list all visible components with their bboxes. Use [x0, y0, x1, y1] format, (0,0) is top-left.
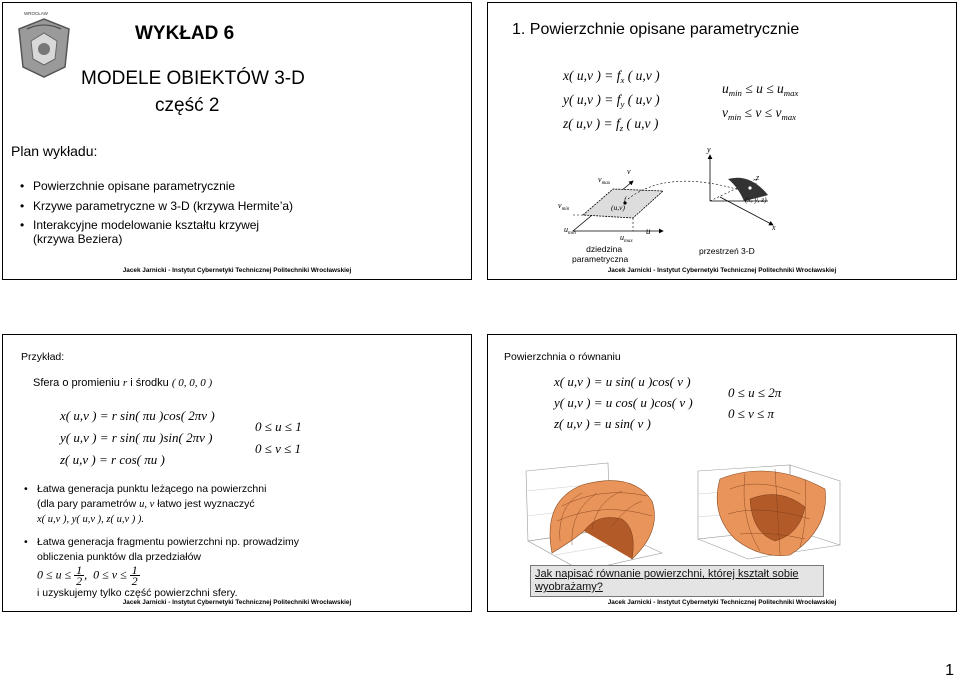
label-z: z: [756, 173, 760, 182]
plan-item: • Krzywe parametryczne w 3-D (krzywa Hermite’a): [17, 197, 293, 217]
sphere-eq-x: x( u,v ) = r sin( πu )cos( 2πv ): [60, 408, 215, 423]
lecture-part: część 2: [155, 95, 220, 116]
label-vmin: $v_{min}$: [558, 201, 570, 212]
label-vmax: $v_{max}$: [598, 175, 611, 186]
surface-eq-z: z( u,v ) = u sin( v ): [554, 416, 651, 431]
label-umin: $u_{min}$: [564, 225, 576, 236]
slide-2: [487, 2, 957, 280]
label-v: v: [627, 167, 631, 176]
slide-footer: Jacek Jarnicki - Instytut Cybernetyki Technicznej Politechniki Wrocławskiej: [122, 599, 352, 606]
slide-footer: Jacek Jarnicki - Instytut Cybernetyki Technicznej Politechniki Wrocławskiej: [122, 267, 352, 274]
slide-title: 1. Powierzchnie opisane parametrycznie: [512, 21, 800, 38]
label-f: f: [624, 196, 626, 204]
sphere-equations: [60, 405, 215, 471]
slide-1: [2, 2, 472, 280]
interval-fraction: 0 ≤ u ≤ $\frac{1}{2}$ , 0 ≤ v ≤ $\frac{1}{2}$: [37, 563, 138, 588]
label-x: x: [772, 223, 776, 232]
plan-list: [17, 177, 293, 246]
equation-x: x( u,v ) = $f_x$ ( u,v ): [563, 68, 660, 86]
slide-3: [2, 334, 472, 612]
plan-item: • Powierzchnie opisane parametrycznie: [17, 177, 293, 197]
surface-equations: [554, 371, 693, 434]
note-item: • Łatwa generacja fragmentu powierzchni np. prowadzimy obliczenia punktów dla przedziałów 0 ≤ u ≤ $\frac{1}{2}$ , 0 ≤ v ≤ $\frac{1}{2}$ i uzyskujemy tylko część powierzchni sfery.: [21, 535, 299, 601]
university-logo: [13, 15, 75, 81]
note-item: • Łatwa generacja punktu leżącego na powierzchni (dla pary parametrów u, v łatwo jest wyznaczyć x( u,v ), y( u,v ), z( u,v ) ).: [21, 482, 299, 527]
question-callout: Jak napisać równanie powierzchni, której kształt sobie wyobrażamy?: [530, 565, 824, 597]
label-point-uv: (u,v): [611, 203, 625, 212]
sphere-eq-z: z( u,v ) = r cos( πu ): [60, 452, 165, 467]
surface-eq-x: x( u,v ) = u sin( u )cos( v ): [554, 374, 691, 389]
slide-footer: Jacek Jarnicki - Instytut Cybernetyki Technicznej Politechniki Wrocławskiej: [607, 599, 837, 606]
surface-ranges: 0 ≤ u ≤ 2π 0 ≤ v ≤ π: [728, 385, 782, 421]
lecture-subtitle: MODELE OBIEKTÓW 3-D: [81, 68, 305, 89]
logo-text: WROCŁAW: [24, 11, 48, 16]
range-u: $u_{min} \le u \le u_{max}$: [722, 81, 799, 99]
surface-plot-left: [512, 461, 672, 581]
label-umax: $u_{max}$: [620, 233, 633, 244]
label-point-xyz: (x, y, z): [745, 195, 767, 204]
slide-footer: Jacek Jarnicki - Instytut Cybernetyki Technicznej Politechniki Wrocławskiej: [607, 267, 837, 274]
plan-label: Plan wykładu:: [11, 143, 98, 159]
example-label: Przykład:: [21, 351, 65, 363]
surface-title: Powierzchnia o równaniu: [504, 351, 621, 363]
plan-item-continuation: (krzywa Beziera): [33, 231, 123, 246]
param-equations: [563, 66, 660, 138]
param-ranges: [722, 79, 798, 127]
label-space: przestrzeń 3-D: [699, 246, 755, 256]
equation-z: z( u,v ) = $f_z$ ( u,v ): [563, 116, 659, 134]
surface-plot-right: [690, 459, 850, 581]
plan-item: • Interakcyjne modelowanie kształtu krzywej: [17, 216, 293, 236]
label-u: u: [646, 226, 651, 236]
sphere-ranges: 0 ≤ u ≤ 1 0 ≤ v ≤ 1: [255, 419, 302, 456]
slide-4: [487, 334, 957, 612]
equation-y: y( u,v ) = $f_y$ ( u,v ): [563, 92, 660, 110]
sphere-description: Sfera o promieniu r i środku ( 0, 0, 0 ): [33, 377, 213, 389]
label-y: y: [707, 145, 711, 154]
sphere-notes: [21, 482, 299, 601]
range-v: $v_{min} \le v \le v_{max}$: [722, 105, 797, 123]
sphere-eq-y: y( u,v ) = r sin( πu )sin( 2πv ): [60, 430, 213, 445]
label-domain: dziedzina parametryczna: [572, 244, 629, 264]
surface-eq-y: y( u,v ) = u cos( u )cos( v ): [554, 395, 693, 410]
lecture-title: WYKŁAD 6: [135, 23, 235, 44]
page-number: 1: [945, 662, 954, 679]
